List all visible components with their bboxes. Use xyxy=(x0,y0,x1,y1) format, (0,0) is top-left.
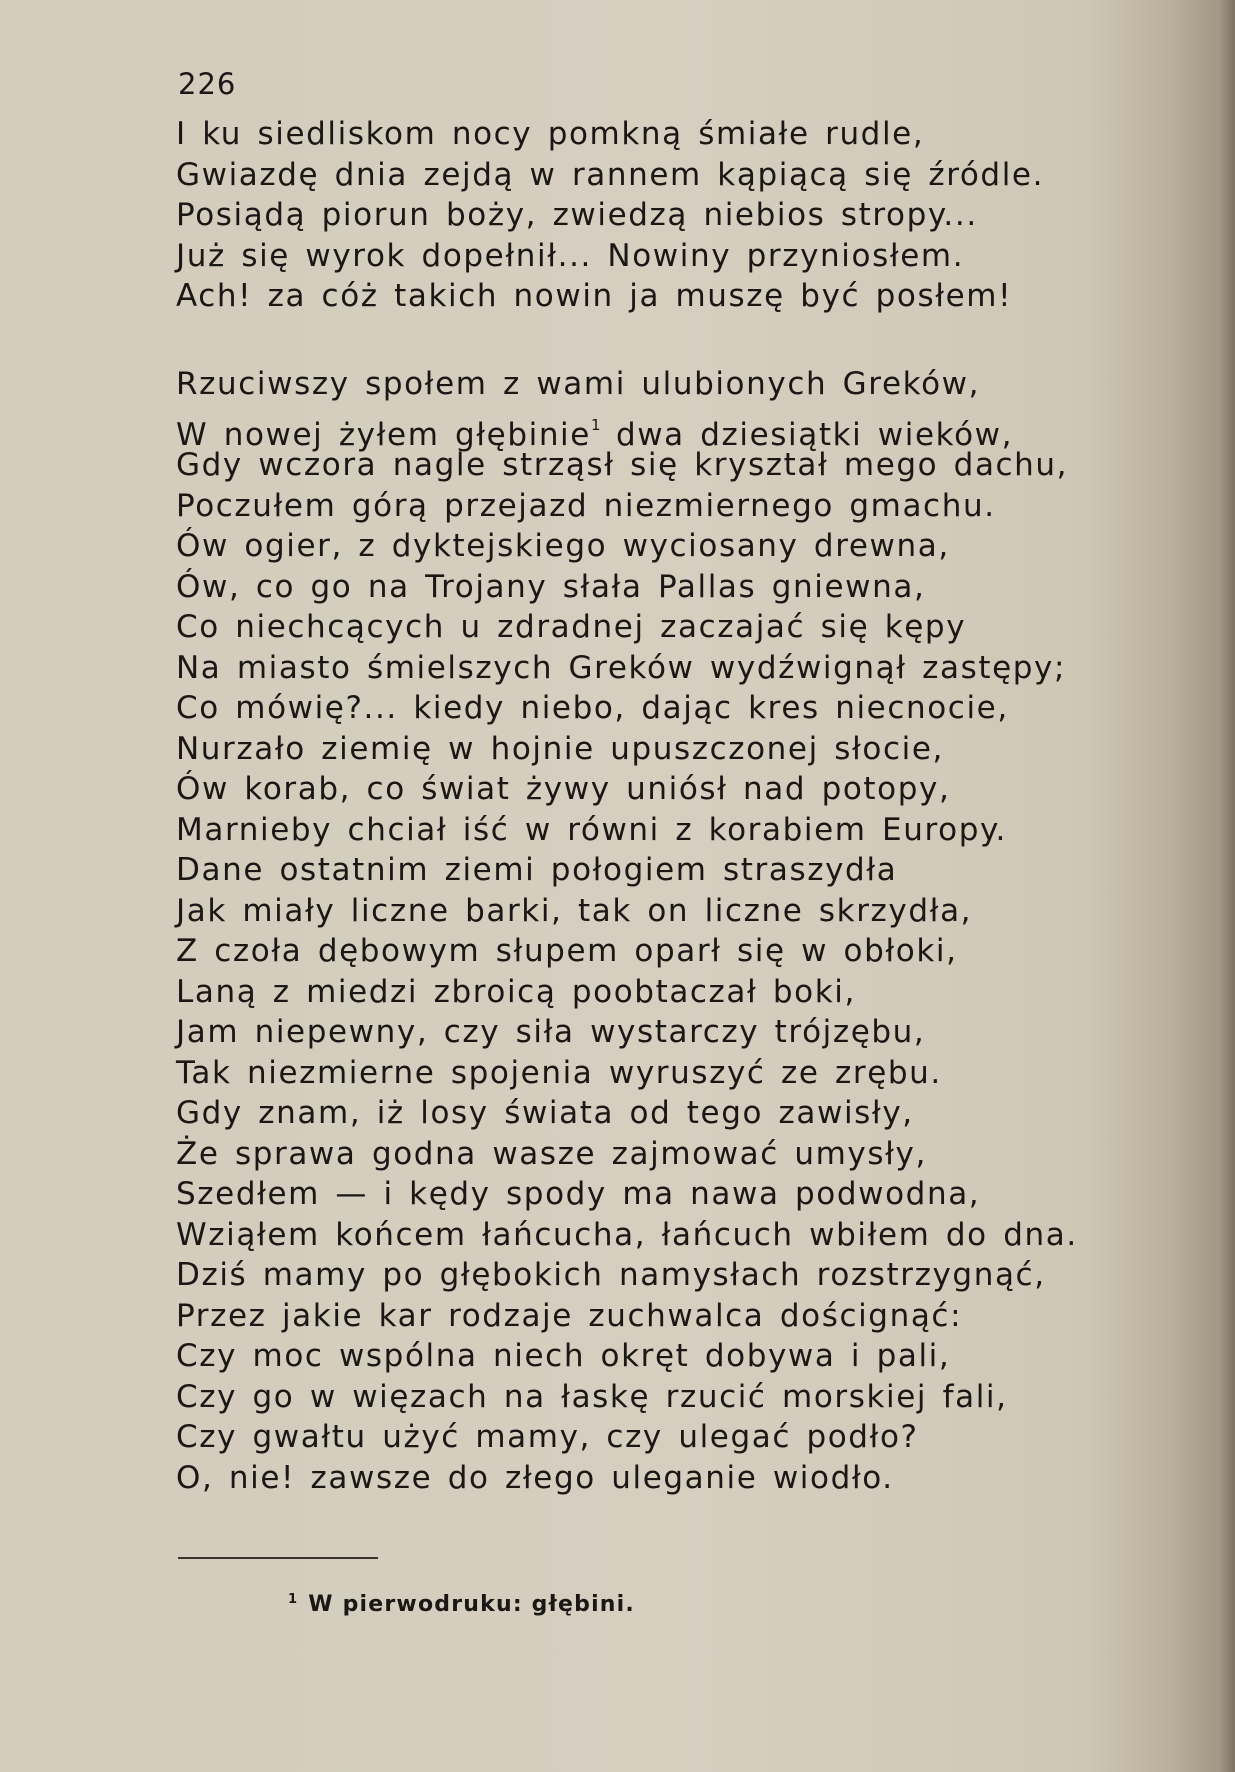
verse-line: Jak miały liczne barki, tak on liczne skrzydła, xyxy=(176,892,973,929)
footnote xyxy=(288,1585,635,1620)
verse-line: Laną z miedzi zbroicą poobtaczał boki, xyxy=(176,973,856,1010)
footnote-text: W pierwodruku: głębini. xyxy=(308,1592,635,1617)
footnote-divider xyxy=(178,1557,378,1559)
verse-line: Gdy znam, iż losy świata od tego zawisły, xyxy=(176,1095,914,1131)
verse-line: Wziąłem końcem łańcucha, łańcuch wbiłem do dna. xyxy=(176,1216,1078,1253)
verse-line: Nurzało ziemię w hojnie upuszczonej słocie, xyxy=(176,730,944,767)
verse-line: Posiądą piorun boży, zwiedzą niebios stropy... xyxy=(176,197,978,233)
verse-line: Gdy wczora nagle strząsł się kryształ mego dachu, xyxy=(176,447,1069,483)
verse-line-with-footnote xyxy=(176,405,1078,453)
verse-line: Rzuciwszy społem z wami ulubionych Greków, xyxy=(176,366,981,402)
verse-line: Czy gwałtu użyć mamy, czy ulegać podło? xyxy=(176,1419,919,1455)
verse-line: Gwiazdę dnia zejdą w rannem kąpiącą się źródle. xyxy=(176,156,1045,193)
verse-line: Ów, co go na Trojany słała Pallas gniewna, xyxy=(176,568,926,605)
verse-line: Z czoła dębowym słupem oparł się w obłoki, xyxy=(176,933,958,969)
verse-line: Na miasto śmielszych Greków wydźwignął zastępy; xyxy=(176,649,1067,686)
verse-line: Co mówię?... kiedy niebo, dając kres niecnocie, xyxy=(176,690,1009,726)
verse-line: Dane ostatnim ziemi połogiem straszydła xyxy=(176,852,898,888)
footnote-reference: 1 xyxy=(590,415,601,434)
verse-line: Tak niezmierne spojenia wyruszyć ze zrębu. xyxy=(176,1054,942,1091)
stanza-1 xyxy=(176,114,1044,317)
verse-text: W nowej żyłem głębinie xyxy=(176,416,591,453)
verse-line: Czy moc wspólna niech okręt dobywa i pali, xyxy=(176,1338,951,1374)
verse-line: Ach! za cóż takich nowin ja muszę być posłem! xyxy=(176,278,1013,314)
verse-text: dwa dziesiątki wieków, xyxy=(600,416,1014,453)
verse-line: Ów korab, co świat żywy uniósł nad potopy, xyxy=(176,771,951,807)
verse-line: Czy go w więzach na łaskę rzucić morskiej fali, xyxy=(176,1378,1008,1415)
verse-line: Poczułem górą przejazd niezmiernego gmachu. xyxy=(176,487,996,524)
verse-line: Przez jakie kar rodzaje zuchwalca doścignąć: xyxy=(176,1297,963,1334)
verse-line: Ów ogier, z dyktejskiego wyciosany drewna, xyxy=(176,528,950,564)
verse-line: Dziś mamy po głębokich namysłach rozstrzygnąć, xyxy=(176,1257,1046,1293)
verse-line: Że sprawa godna wasze zajmować umysły, xyxy=(176,1135,927,1172)
verse-line: Jam niepewny, czy siła wystarczy trójzębu, xyxy=(176,1014,926,1050)
verse-line: I ku siedliskom nocy pomkną śmiałe rudle, xyxy=(176,116,925,152)
stanza-2 xyxy=(176,364,1078,1498)
verse-line: Już się wyrok dopełnił... Nowiny przyniosłem. xyxy=(176,237,965,274)
page-number: 226 xyxy=(178,67,237,101)
footnote-number: 1 xyxy=(288,1592,299,1607)
verse-line: Szedłem — i kędy spody ma nawa podwodna, xyxy=(176,1176,981,1212)
verse-line: Marnieby chciał iść w równi z korabiem Europy. xyxy=(176,811,1007,848)
verse-line: Co niechcących u zdradnej zaczajać się kępy xyxy=(176,609,967,645)
verse-line: O, nie! zawsze do złego uleganie wiodło. xyxy=(176,1459,894,1496)
page-edge-shadow xyxy=(1217,0,1235,1772)
